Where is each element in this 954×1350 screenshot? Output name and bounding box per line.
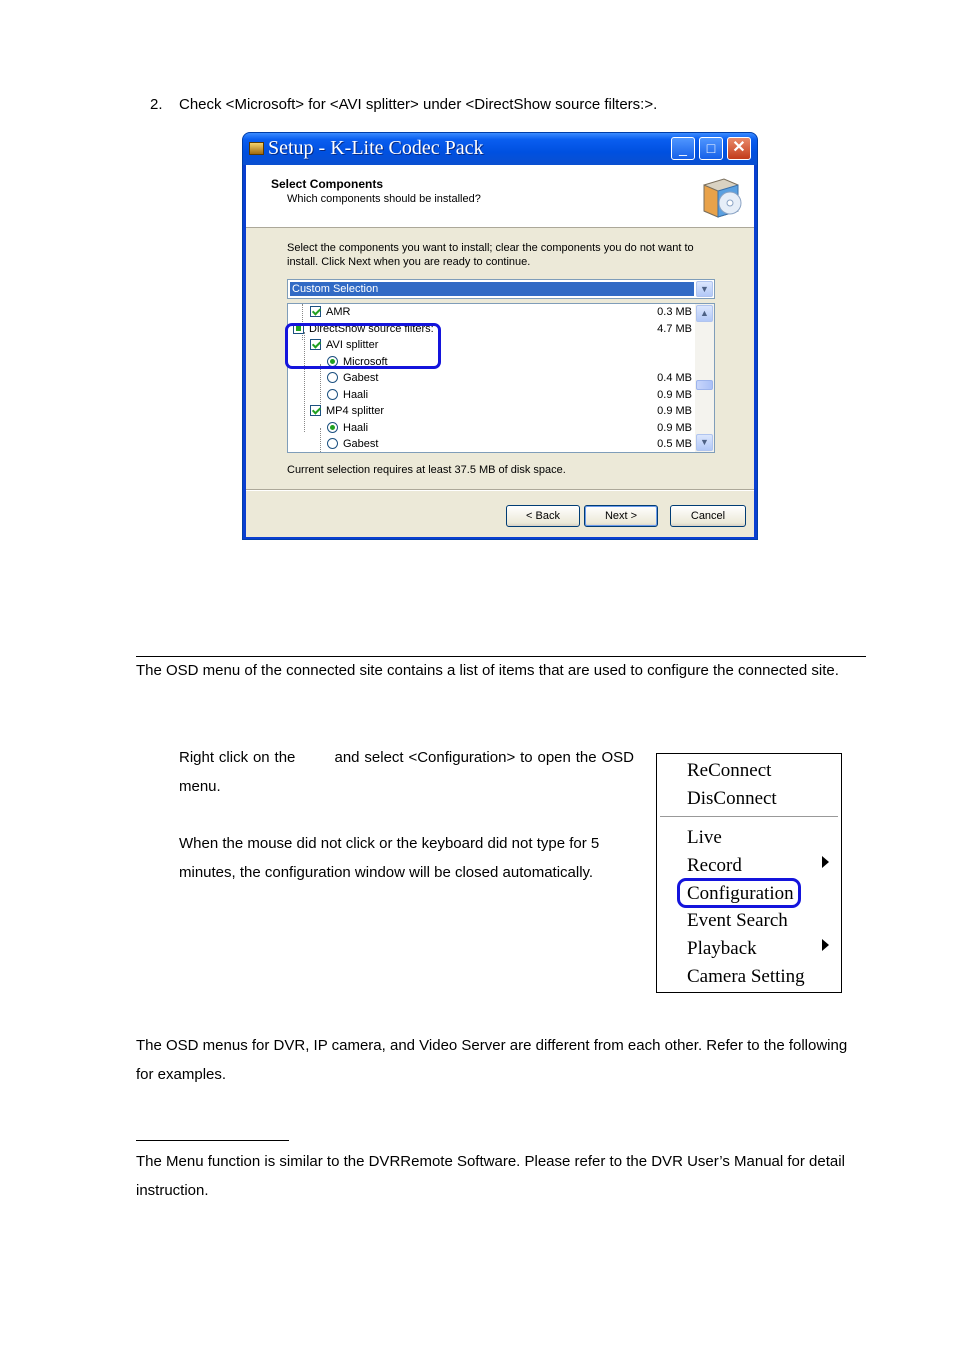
list-item[interactable]: Haali 0.9 MB — [288, 420, 694, 436]
wizard-header — [246, 165, 754, 228]
next-button[interactable]: Next > — [584, 505, 658, 527]
radio-button[interactable] — [327, 389, 338, 400]
annotation-highlight — [677, 878, 801, 908]
menu-item-camera-setting[interactable]: Camera Setting — [687, 966, 805, 987]
checkbox[interactable] — [310, 405, 321, 416]
right-click-instruction: Right click on the and select <Configuration> to open the OSD menu. — [179, 749, 639, 795]
list-item[interactable]: AVI splitter — [288, 337, 694, 353]
timeout-instruction: When the mouse did not click or the keyboard did not type for 5 minutes, the configuration window will be closed automatically. — [179, 835, 600, 881]
step-text: Check <Microsoft> for <AVI splitter> under <DirectShow source filters:>. — [179, 96, 658, 113]
scroll-up-icon[interactable]: ▲ — [696, 305, 713, 322]
radio-button[interactable] — [327, 438, 338, 449]
setup-window — [242, 132, 758, 540]
page-title: Select Components — [271, 177, 384, 191]
window-body — [246, 165, 754, 537]
menu-item-live[interactable]: Live — [687, 827, 722, 848]
submenu-arrow-icon — [822, 939, 829, 951]
chevron-down-icon[interactable]: ▼ — [696, 281, 713, 297]
intro-paragraph: The OSD menu of the connected site contains a list of items that are used to configure the connected site. — [136, 662, 839, 679]
instructions: Select the components you want to install; clear the components you do not want to install. Click Next when you are ready to continue. — [287, 242, 694, 268]
osd-differences-paragraph: The OSD menus for DVR, IP camera, and Video Server are different from each other. Refer to the following for examples. — [136, 1037, 848, 1083]
menu-item-playback[interactable]: Playback — [687, 938, 757, 959]
disk-space-text: Current selection requires at least 37.5 MB of disk space. — [287, 464, 566, 476]
back-button[interactable]: < Back — [506, 505, 580, 527]
menu-item-record[interactable]: Record — [687, 855, 742, 876]
cancel-button[interactable]: Cancel — [670, 505, 746, 527]
list-item[interactable]: Gabest 0.5 MB — [288, 436, 694, 452]
osd-context-menu — [656, 753, 842, 993]
setup-app-icon — [249, 142, 264, 155]
menu-item-reconnect[interactable]: ReConnect — [687, 760, 772, 781]
submenu-arrow-icon — [822, 856, 829, 868]
divider — [246, 489, 754, 491]
menu-item-disconnect[interactable]: DisConnect — [687, 788, 777, 809]
annotation-highlight — [285, 323, 441, 369]
list-item[interactable]: DirectShow source filters: 4.7 MB — [288, 321, 694, 337]
scroll-down-icon[interactable]: ▼ — [696, 434, 713, 451]
type-select[interactable] — [287, 279, 715, 299]
radio-button[interactable] — [327, 372, 338, 383]
radio-button[interactable] — [327, 422, 338, 433]
menu-divider — [660, 816, 838, 817]
footnote-rule — [136, 1140, 289, 1141]
list-item[interactable]: AMR 0.3 MB — [288, 304, 694, 320]
list-item[interactable]: MP4 splitter 0.9 MB — [288, 403, 694, 419]
list-item[interactable]: Gabest 0.4 MB — [288, 370, 694, 386]
maximize-button[interactable]: □ — [699, 137, 723, 160]
footnote: The Menu function is similar to the DVRRemote Software. Please refer to the DVR User’s Manual for detail instruction. — [136, 1153, 845, 1199]
installer-box-icon — [698, 173, 746, 221]
list-item[interactable]: Microsoft — [288, 354, 694, 370]
window-title: Setup - K-Lite Codec Pack — [268, 137, 484, 159]
minimize-button[interactable]: _ — [671, 137, 695, 160]
menu-item-configuration[interactable]: Configuration — [687, 883, 794, 904]
page-subtitle: Which components should be installed? — [287, 193, 481, 205]
step-number: 2. — [150, 96, 163, 113]
title-bar — [243, 133, 757, 165]
list-scrollbar[interactable] — [695, 304, 714, 452]
type-select-value: Custom Selection — [290, 282, 694, 296]
checkbox[interactable] — [310, 306, 321, 317]
menu-item-event-search[interactable]: Event Search — [687, 910, 788, 931]
close-button[interactable]: ✕ — [727, 137, 751, 160]
scroll-thumb[interactable] — [696, 380, 713, 390]
list-item[interactable]: Haali 0.9 MB — [288, 387, 694, 403]
